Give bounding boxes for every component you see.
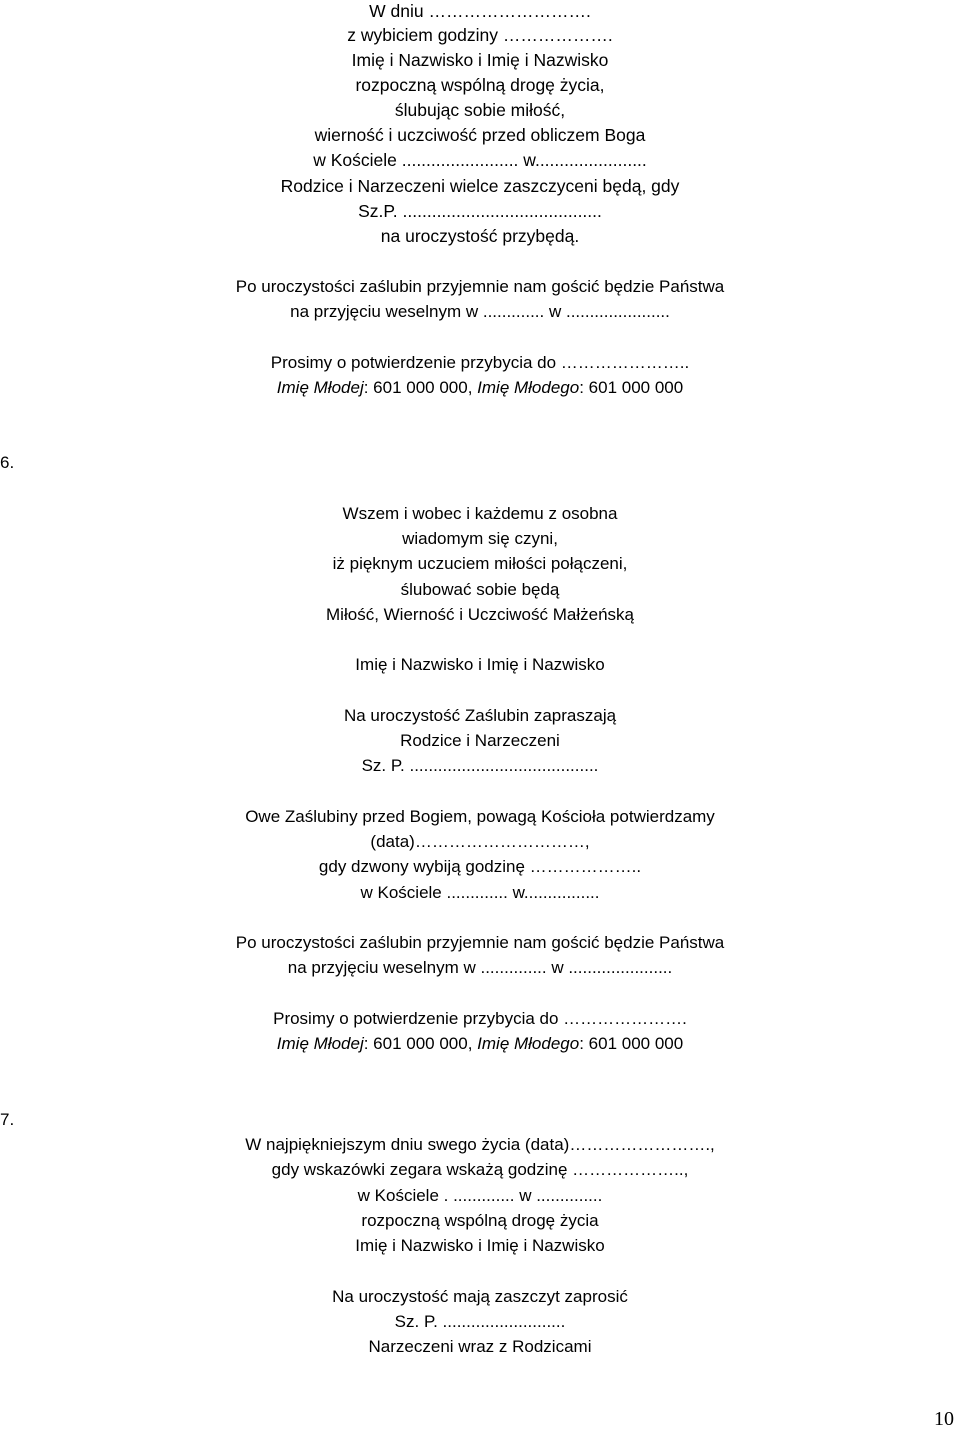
section-number: 7. — [0, 1110, 15, 1129]
groom-phone: : 601 000 000 — [579, 1034, 684, 1053]
rsvp-line: Prosimy o potwierdzenie przybycia do …………………. — [273, 1009, 687, 1028]
text-line: wierność i uczciwość przed obliczem Boga — [314, 125, 646, 145]
reception-line: Po uroczystości zaślubin przyjemnie nam gościć będzie Państwa — [235, 277, 725, 296]
text-line: w Kościele ........................ w....................... — [313, 150, 647, 170]
text-line: rozpoczną wspólną drogę życia, — [355, 75, 605, 95]
text-line: Na uroczystość Zaślubin zapraszają — [343, 706, 617, 725]
text-line: w Kościele . ............. w .............. — [357, 1186, 603, 1205]
text-line: ślubując sobie miłość, — [394, 100, 566, 120]
text-line: W dniu ………………………. — [369, 1, 591, 21]
text-line: (data)…………………………, — [370, 832, 590, 851]
text-line: Rodzice i Narzeczeni — [400, 731, 560, 750]
bride-label: Imię Młodej — [276, 378, 364, 397]
bride-phone: : 601 000 000, — [363, 1034, 478, 1053]
bride-label: Imię Młodej — [276, 1034, 364, 1053]
reception-line: na przyjęciu weselnym w .............. w ...................... — [287, 958, 673, 977]
couple-names: Imię i Nazwisko i Imię i Nazwisko — [355, 655, 605, 674]
reception-line: na przyjęciu weselnym w ............. w ...................... — [290, 302, 670, 321]
page-number: 10 — [934, 1408, 954, 1430]
text-line: W najpiękniejszym dniu swego życia (data)……………………., — [245, 1135, 715, 1154]
text-line: Sz. P. .......................... — [394, 1312, 566, 1331]
contact-line — [277, 377, 683, 399]
contact-line — [277, 1033, 683, 1055]
text-line: gdy wskazówki zegara wskażą godzinę ……………….., — [271, 1160, 689, 1179]
couple-names: Imię i Nazwisko i Imię i Nazwisko — [355, 1236, 605, 1255]
text-line: Na uroczystość mają zaszczyt zaprosić — [332, 1287, 628, 1306]
text-line: Rodzice i Narzeczeni wielce zaszczyceni będą, gdy — [280, 176, 680, 196]
section-number: 6. — [0, 453, 15, 472]
bride-phone: : 601 000 000, — [363, 378, 478, 397]
text-line: gdy dzwony wybiją godzinę ……………….. — [318, 857, 642, 876]
text-line: rozpoczną wspólną drogę życia — [361, 1211, 599, 1230]
text-line: iż pięknym uczuciem miłości połączeni, — [332, 554, 628, 573]
rsvp-line: Prosimy o potwierdzenie przybycia do ………………….. — [270, 353, 690, 372]
text-line: Owe Zaślubiny przed Bogiem, powagą Kościoła potwierdzamy — [245, 807, 715, 826]
groom-phone: : 601 000 000 — [579, 378, 684, 397]
groom-label: Imię Młodego — [477, 1034, 580, 1053]
text-line: Narzeczeni wraz z Rodzicami — [368, 1337, 592, 1356]
groom-label: Imię Młodego — [477, 378, 580, 397]
text-line: w Kościele ............. w................ — [360, 883, 600, 902]
text-line: Sz. P. ........................................ — [361, 756, 599, 775]
text-line: z wybiciem godziny ………………. — [347, 25, 613, 45]
couple-names: Imię i Nazwisko i Imię i Nazwisko — [351, 50, 609, 70]
text-line: Sz.P. ......................................... — [358, 201, 602, 221]
text-line: Miłość, Wierność i Uczciwość Małżeńską — [326, 605, 634, 624]
text-line: wiadomym się czyni, — [402, 529, 558, 548]
reception-line: Po uroczystości zaślubin przyjemnie nam gościć będzie Państwa — [235, 933, 725, 952]
text-line: ślubować sobie będą — [400, 580, 560, 599]
text-line: na uroczystość przybędą. — [380, 226, 580, 246]
text-line: Wszem i wobec i każdemu z osobna — [342, 504, 618, 523]
